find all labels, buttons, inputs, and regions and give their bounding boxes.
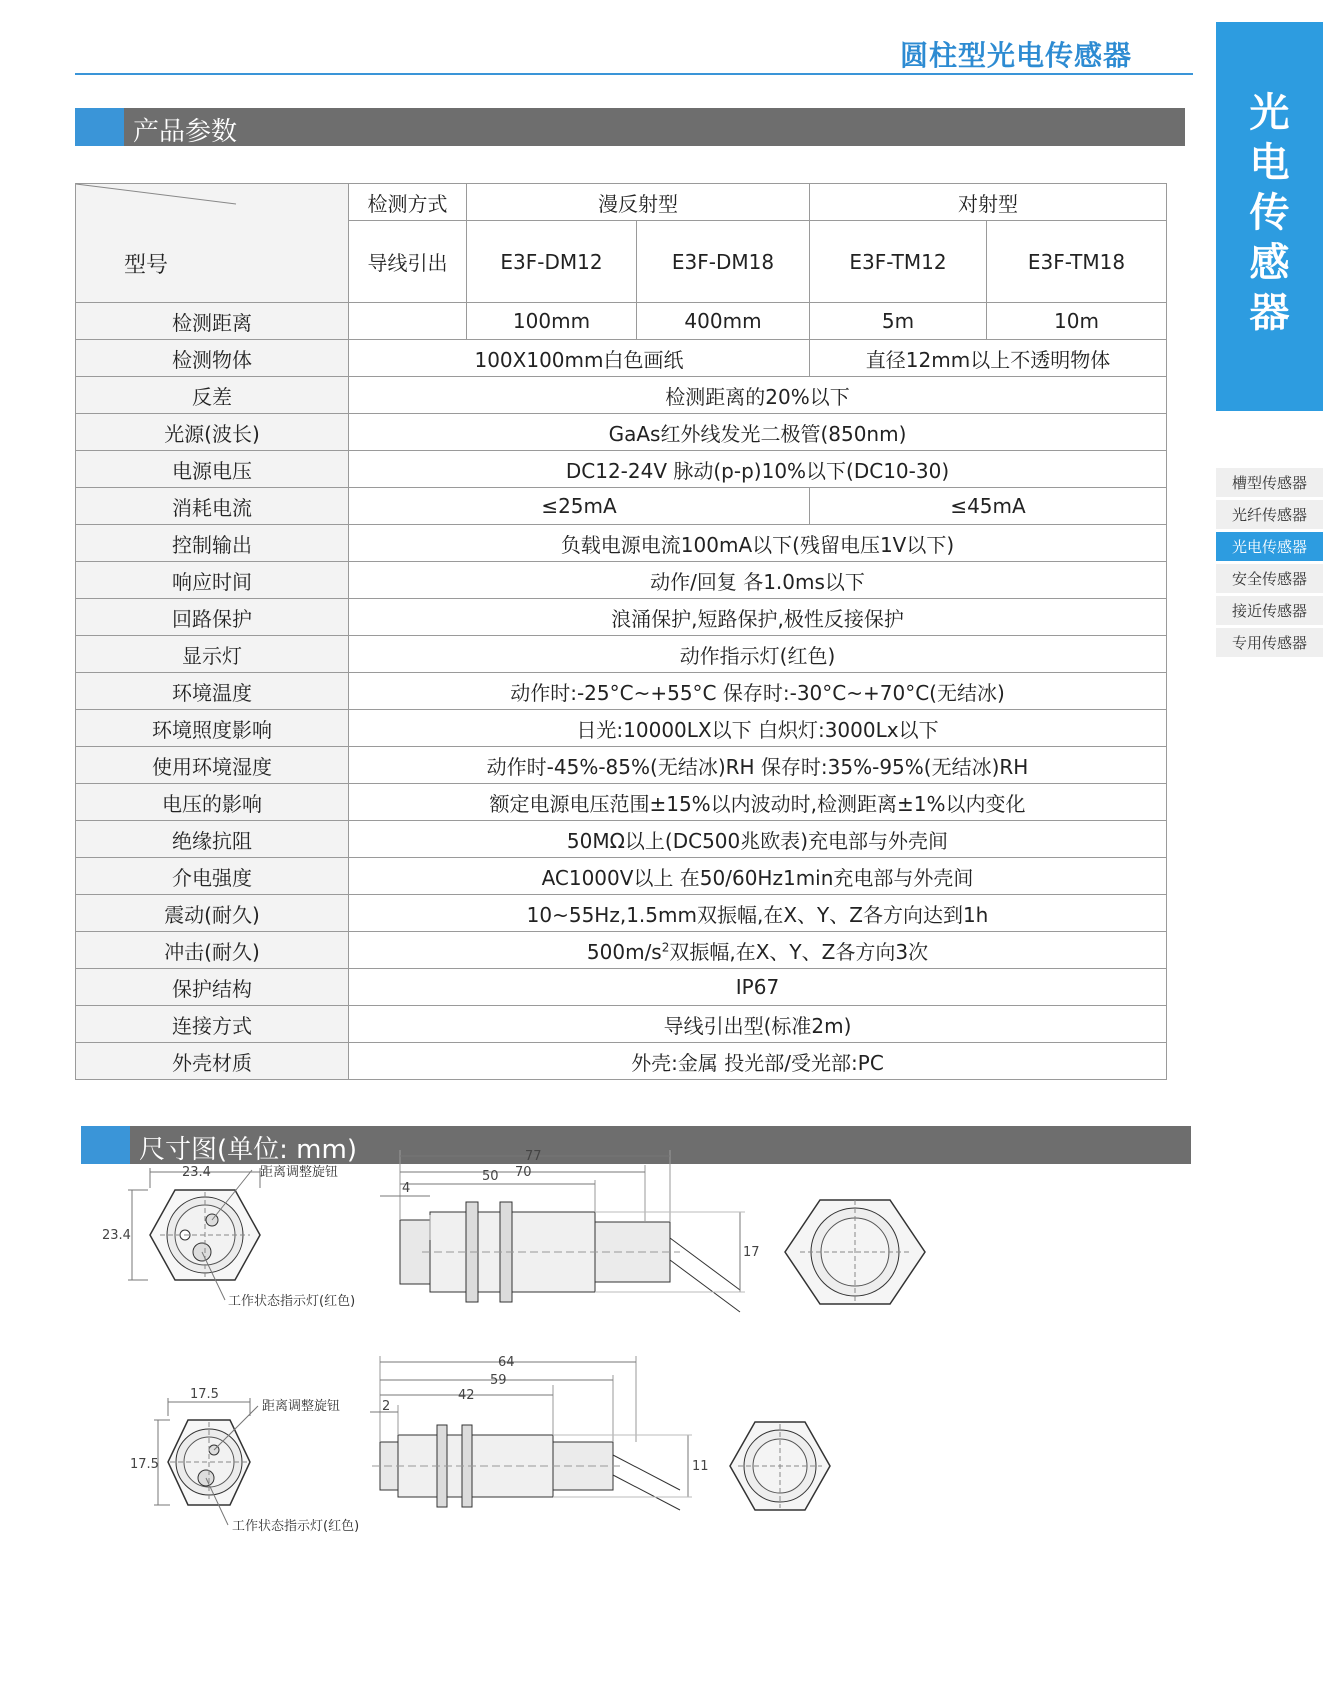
value-cell: 动作指示灯(红色) [349, 636, 1167, 673]
model-cell: E3F-DM12 [467, 221, 637, 303]
shock-value: 500m/s [586, 939, 662, 964]
section-title: 产品参数 [133, 117, 238, 147]
value-cell: DC12-24V 脉动(p-p)10%以下(DC10-30) [349, 451, 1167, 488]
m18-height-label: 23.4 [102, 1228, 131, 1243]
value-cell: 10m [987, 303, 1167, 340]
section-accent [81, 1126, 130, 1164]
m12-len-thread: 42 [458, 1388, 475, 1403]
value-cell: 100X100mm白色画纸 [349, 340, 810, 377]
value-cell: 100mm [467, 303, 637, 340]
row-label: 外壳材质 [76, 1043, 349, 1080]
row-label: 光源(波长) [76, 414, 349, 451]
value-cell: 动作时:-25°C~+55°C 保存时:-30°C~+70°C(无结冰) [349, 673, 1167, 710]
m18-led-label: 工作状态指示灯(红色) [228, 1294, 356, 1309]
row-label: 消耗电流 [76, 488, 349, 525]
title-rule [75, 73, 1193, 75]
m18-diameter: 17 [743, 1245, 760, 1260]
row-label: 震动(耐久) [76, 895, 349, 932]
side-nav-item-photoelectric-sensor[interactable]: 光电传感器 [1216, 532, 1323, 561]
m12-len-total: 64 [498, 1355, 515, 1370]
shock-superscript: 2 [661, 939, 670, 954]
row-label: 反差 [76, 377, 349, 414]
m12-led-label: 工作状态指示灯(红色) [232, 1519, 360, 1534]
side-char: 光 [1249, 90, 1290, 136]
value-cell: 5m [810, 303, 987, 340]
side-nav-item-fiber-sensor[interactable]: 光纤传感器 [1216, 500, 1323, 529]
through-beam-header: 对射型 [810, 184, 1167, 221]
value-cell: 检测距离的20%以下 [349, 377, 1167, 414]
model-cell: E3F-DM18 [637, 221, 810, 303]
row-label: 回路保护 [76, 599, 349, 636]
value-cell: 400mm [637, 303, 810, 340]
model-label: 型号 [124, 253, 169, 278]
m12-knob-label: 距离调整旋钮 [262, 1399, 341, 1414]
detection-method-label: 检测方式 [349, 184, 467, 221]
m12-diameter: 11 [692, 1459, 709, 1474]
row-label: 环境温度 [76, 673, 349, 710]
m18-width-label: 23.4 [182, 1165, 211, 1180]
model-header-cell [76, 184, 349, 303]
m18-len-body: 70 [515, 1165, 532, 1180]
value-cell: ≤45mA [810, 488, 1167, 525]
value-cell: 外壳:金属 投光部/受光部:PC [349, 1043, 1167, 1080]
diagonal-line [76, 184, 349, 304]
value-cell: IP67 [349, 969, 1167, 1006]
row-label: 显示灯 [76, 636, 349, 673]
row-label: 冲击(耐久) [76, 932, 349, 969]
value-cell: GaAs红外线发光二极管(850nm) [349, 414, 1167, 451]
diffuse-type-header: 漫反射型 [467, 184, 810, 221]
row-label: 保护结构 [76, 969, 349, 1006]
side-nav-item-slot-sensor[interactable]: 槽型传感器 [1216, 468, 1323, 497]
spec-table [75, 183, 1167, 1080]
m18-len-tip: 4 [402, 1181, 411, 1196]
m18-knob-label: 距离调整旋钮 [260, 1165, 339, 1180]
row-label: 电压的影响 [76, 784, 349, 821]
section-header-params [75, 108, 1185, 146]
row-label: 绝缘抗阻 [76, 821, 349, 858]
row-label: 检测距离 [76, 303, 349, 340]
side-char: 器 [1249, 290, 1290, 336]
page-title: 圆柱型光电传感器 [900, 39, 1133, 72]
value-cell: 50MΩ以上(DC500兆欧表)充电部与外壳间 [349, 821, 1167, 858]
row-label: 使用环境湿度 [76, 747, 349, 784]
row-label: 控制输出 [76, 525, 349, 562]
section-accent [75, 108, 124, 146]
shock-value-rest: 双振幅,在X、Y、Z各方向3次 [669, 939, 929, 964]
side-char: 电 [1249, 140, 1290, 186]
m12-len-tip: 2 [382, 1399, 391, 1414]
value-cell: 负载电源电流100mA以下(残留电压1V以下) [349, 525, 1167, 562]
m12-height-label: 17.5 [130, 1457, 159, 1472]
section-title: 尺寸图(单位: mm) [139, 1135, 357, 1165]
value-cell: 日光:10000LX以下 白炽灯:3000Lx以下 [349, 710, 1167, 747]
value-cell [349, 932, 1167, 969]
value-cell: 10~55Hz,1.5mm双振幅,在X、Y、Z各方向达到1h [349, 895, 1167, 932]
wire-lead-label: 导线引出 [349, 221, 467, 303]
side-nav-item-safety-sensor[interactable]: 安全传感器 [1216, 564, 1323, 593]
row-label: 检测物体 [76, 340, 349, 377]
m12-width-label: 17.5 [190, 1387, 219, 1402]
model-cell: E3F-TM12 [810, 221, 987, 303]
row-label: 响应时间 [76, 562, 349, 599]
empty-cell [349, 303, 467, 340]
row-label: 连接方式 [76, 1006, 349, 1043]
side-char: 传 [1249, 190, 1290, 236]
row-label: 环境照度影响 [76, 710, 349, 747]
value-cell: AC1000V以上 在50/60Hz1min充电部与外壳间 [349, 858, 1167, 895]
section-header-dimensions [81, 1126, 1191, 1164]
row-label: 介电强度 [76, 858, 349, 895]
value-cell: 动作/回复 各1.0ms以下 [349, 562, 1167, 599]
value-cell: 动作时-45%-85%(无结冰)RH 保存时:35%-95%(无结冰)RH [349, 747, 1167, 784]
side-nav [1216, 468, 1323, 660]
value-cell: 直径12mm以上不透明物体 [810, 340, 1167, 377]
side-char: 感 [1249, 240, 1290, 286]
m12-len-body: 59 [490, 1373, 507, 1388]
side-nav-item-special-sensor[interactable]: 专用传感器 [1216, 628, 1323, 657]
model-cell: E3F-TM18 [987, 221, 1167, 303]
m18-len-total: 77 [525, 1149, 542, 1164]
side-nav-item-proximity-sensor[interactable]: 接近传感器 [1216, 596, 1323, 625]
side-category-block [1216, 22, 1323, 411]
value-cell: ≤25mA [349, 488, 810, 525]
value-cell: 额定电源电压范围±15%以内波动时,检测距离±1%以内变化 [349, 784, 1167, 821]
m18-len-thread: 50 [482, 1169, 499, 1184]
row-label: 电源电压 [76, 451, 349, 488]
value-cell: 浪涌保护,短路保护,极性反接保护 [349, 599, 1167, 636]
value-cell: 导线引出型(标准2m) [349, 1006, 1167, 1043]
